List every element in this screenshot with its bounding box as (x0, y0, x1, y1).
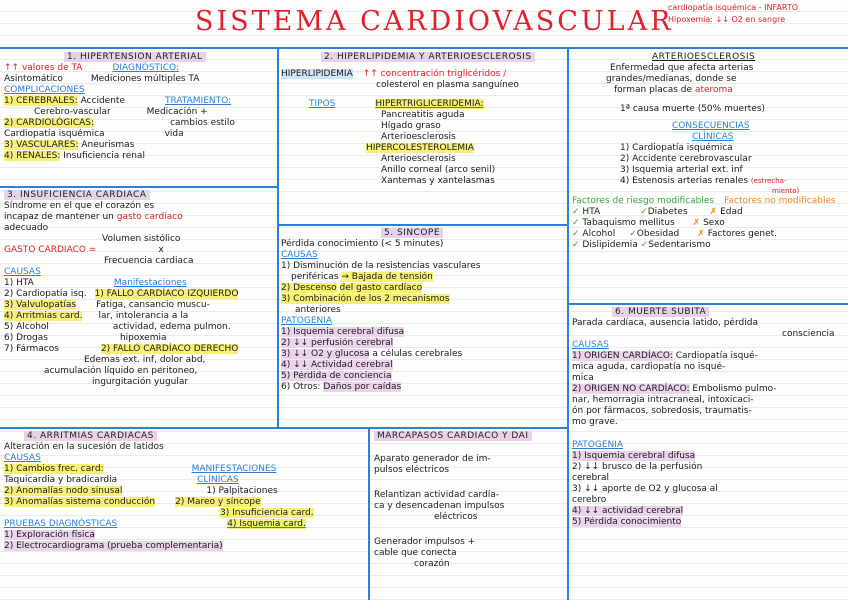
list-item: 1) FALLO CARDÍACO IZQUIERDO (94, 289, 239, 299)
text-line: 2) Descenso (281, 283, 337, 293)
consequences-label: CONSECUENCIAS (672, 121, 750, 131)
list-item: mellitus (638, 218, 675, 228)
list-item: 1) HTA (4, 278, 34, 288)
text-line: cable que conecta (374, 548, 457, 558)
list-item: 2) Accidente cerebrovascular (620, 154, 752, 164)
text-line: Cardiopatía isqué- (675, 351, 758, 361)
text-line: Pérdida conocimiento (< 5 minutes) (281, 239, 444, 249)
text-line: hipoxemia (119, 333, 167, 343)
list-item: 2) ↓↓ brusco de la perfusión (572, 462, 703, 472)
text-line: 4) RENALES: (4, 151, 61, 161)
text-line: mica aguda, cardiopatía no isqué- (572, 362, 726, 372)
text-line: ingurgitación yugular (92, 377, 189, 387)
list-item: 3) Valvulopatías (4, 300, 77, 310)
manifestations-label: MANIFESTACIONES (191, 464, 277, 474)
text-line: adecuado (4, 223, 49, 233)
list-item: Xantemas y xantelasmas (381, 176, 495, 186)
causes-label: CAUSAS (4, 267, 41, 277)
list-item: Edad (720, 207, 743, 217)
types-label: TIPOS (309, 99, 336, 109)
list-item: Pancreatitis aguda (381, 110, 465, 120)
hypertriglyceridemia-label: HIPERTRIGLICERIDEMIA: (375, 99, 484, 109)
text-line: acumulación líquido en peritoneo, (44, 366, 198, 376)
text-line: Aparato generador de im- (374, 454, 491, 464)
text-line: cambios estilo (170, 118, 235, 128)
text-line: anteriores (295, 305, 341, 315)
text-line: eléctricos (434, 512, 478, 522)
list-item: 5) Pérdida conocimiento (572, 517, 682, 527)
text-line: Frecuencia cardiaca (104, 256, 194, 266)
list-item: Diabetes (647, 207, 688, 217)
list-item: 3) Insuficiencia card. (220, 508, 314, 518)
list-item: 1) Palpitaciones (206, 486, 278, 496)
text-line: incapaz de mantener un (4, 212, 114, 222)
text-line: vida (164, 129, 184, 139)
list-item: 4) ↓↓ Actividad cerebral (281, 360, 393, 370)
diagnostic-tests-label: PRUEBAS DIAGNÓSTICAS (4, 519, 118, 529)
modifiable-label: Factores de riesgo modificables (572, 196, 715, 206)
list-item: 2) FALLO CARDÍACO DERECHO (100, 344, 239, 354)
text-line: colesterol en plasma sanguíneo (376, 80, 519, 90)
list-item: 2) ↓↓ perfusión cerebral (281, 338, 394, 348)
list-item: 6) Drogas (4, 333, 48, 343)
text-line: corazón (414, 559, 450, 569)
list-item: 5) Alcohol (4, 322, 49, 332)
divider-v1 (277, 47, 279, 427)
section-hypertension (4, 52, 274, 184)
text-line: Alteración en la sucesión de latidos (4, 442, 164, 452)
text-line: Mediciones múltiples TA (90, 74, 200, 84)
divider-v3 (368, 427, 370, 600)
text-line: 3) Combinación de los 2 mecanismos (281, 294, 450, 304)
section-arteriosclerosis: ARTERIOESCLEROSIS Enfermedad que afecta arterias grandes/medianas, donde se forman placas de ateroma 1ª causa muerte (50% muertes) CONSECUENCIAS CLÍNICAS 1) Cardiopatía isquémica 2) Accidente cerebrovascular 3) Isquemia arterial ext. inf 4) Estenosis arterias renales (estrecha- miento) Factores de riesgo modificables Factores no modificables ✓ HTA ✓Diabetes ✗ Edad ✓ Tabaquismo mellitus ✗ Sexo ✓ Alcohol ✓Obesidad ✗ Factores genet. ✓ Dislipidemia ✓Sedentarismo (572, 52, 846, 302)
text-line: ca y desencadenan impulsos (374, 501, 505, 511)
divider-v2 (567, 47, 569, 600)
note: (estrecha- (750, 177, 787, 185)
divider-sec1-sec3 (0, 186, 277, 188)
text-line: Medicación + (146, 107, 208, 117)
manifestations-label: Manifestaciones (113, 278, 187, 288)
list-item: Sexo (703, 218, 725, 228)
text-line: Generador impulsos + (374, 537, 476, 547)
section-heart-failure (4, 190, 276, 426)
treatment-label: TRATAMIENTO: (164, 96, 232, 106)
list-item: 4) Arritmias card. (4, 311, 83, 321)
text-line: del gasto cardíaco (339, 283, 423, 293)
pathogenesis-label: PATOGENIA (572, 440, 624, 450)
list-item: 7) Fármacos (4, 344, 59, 354)
list-item: Obesidad (636, 229, 680, 239)
list-item: 1) Cardiopatía isquémica (620, 143, 733, 153)
list-item: 1) ORIGEN CARDÍACO: (572, 351, 673, 361)
text-line: 3) VASCULARES: (4, 140, 79, 150)
text-line: Insuficiencia renal (63, 151, 145, 161)
text-line: Asintomático (4, 74, 63, 84)
list-item: 3) Anomalías sistema conducción (4, 497, 156, 507)
causes-label: CAUSAS (572, 340, 609, 350)
hypercholesterolemia-label: HIPERCOLESTEROLEMIA (366, 143, 474, 153)
text-line: 1ª causa muerte (50% muertes) (620, 104, 766, 114)
text-line: consciencia (782, 329, 835, 339)
text-line: actividad, edema pulmon. (112, 322, 231, 332)
text-line: Cerebro-vascular (34, 107, 111, 117)
text-line: cerebral (572, 473, 609, 483)
section-heading: ARTERIOESCLEROSIS (652, 52, 756, 62)
section-heading: 6. MUERTE SÚBITA (612, 307, 709, 317)
text-line: mo grave. (572, 417, 618, 427)
list-item: 1) Isquemia cerebral difusa (572, 451, 696, 461)
causes-label: CAUSAS (281, 250, 318, 260)
section-hyperlipidemia (281, 52, 565, 222)
divider-bottom-left (0, 427, 567, 429)
divider-top (0, 47, 848, 49)
text-line: Volumen sistólico (102, 234, 181, 244)
section-arrhythmias (4, 431, 366, 597)
divider-art-sec6 (567, 303, 848, 305)
highlight-word: → Bajada de tensión (341, 272, 433, 282)
section-heading: 2. HIPERLIPIDEMIA Y ARTERIOESCLEROSIS (321, 52, 535, 62)
list-item: 4) Estenosis arterias renales (620, 176, 749, 186)
list-item: 6) Otros: (281, 382, 321, 392)
list-item: HTA (582, 207, 601, 217)
section-heading: 1. HIPERTENSIÓN ARTERIAL (64, 52, 206, 62)
list-item: 3) Isquemia arterial ext. inf (620, 165, 743, 175)
consequences-label: CLÍNICAS (692, 132, 734, 142)
text-line: ↑↑ valores de TA (4, 63, 83, 73)
highlight-word: gasto cardíaco (116, 212, 183, 222)
text-line: 2) CARDIOLÓGICAS: (4, 118, 95, 128)
list-item: 3) ↓↓ aporte de O2 y glucosa al (572, 484, 718, 494)
list-item: 5) Pérdida de conciencia (281, 371, 392, 381)
text-line: Enfermedad que afecta arterias (610, 63, 754, 73)
list-item: Daños por caídas (323, 382, 402, 392)
pathogenesis-label: PATOGENIA (281, 316, 333, 326)
list-item: 1) Isquemia cerebral difusa (281, 327, 405, 337)
note: miento) (772, 187, 800, 195)
text-line: Cardiopatía isquémica (4, 129, 105, 139)
divider-sec2-sec5 (277, 224, 567, 226)
section-heading: 4. ARRITMIAS CARDIACAS (24, 431, 157, 441)
list-item: 4) ↓↓ actividad cerebral (572, 506, 684, 516)
list-item: 2) Mareo y síncope (175, 497, 261, 507)
list-item: Tabaquismo (582, 218, 637, 228)
text-line: 1) CEREBRALES: (4, 96, 78, 106)
text-line: ón por fármacos, sobredosis, traumatis- (572, 406, 752, 416)
list-item: Anillo corneal (arco senil) (381, 165, 496, 175)
list-item: 4) Isquemia card. (227, 519, 306, 529)
list-item: Arterioesclerosis (381, 132, 456, 142)
top-note-line: Hipoxemia: ↓↓ O2 en sangre (668, 15, 786, 24)
text-line: 1) Disminución de la resistencias vasculares (281, 261, 481, 271)
section-heading: 5. SÍNCOPE (381, 228, 443, 238)
cardiac-output-label: GASTO CARDIACO = (4, 245, 97, 255)
list-item: Factores genet. (707, 229, 778, 239)
page-title: SISTEMA CARDIOVASCULAR (195, 6, 674, 37)
text-line: x (158, 245, 164, 255)
text-line: Aneurismas (81, 140, 135, 150)
list-item: Hígado graso (381, 121, 441, 131)
list-item: Arterioesclerosis (381, 154, 456, 164)
text-line: nar, hemorragia intracraneal, intoxicaci- (572, 395, 754, 405)
text-line: Relantizan actividad cardía- (374, 490, 500, 500)
top-note (668, 2, 798, 26)
text-line: forman placas de (614, 85, 693, 95)
section-heading: 3. INSUFICIENCIA CARDIACA (4, 190, 150, 200)
diag-label: DIAGNÓSTICO: (112, 63, 179, 73)
text-line: Fatiga, cansancio muscu- (96, 300, 210, 310)
list-item: 1) Exploración física (4, 530, 95, 540)
list-item: 2) ORIGEN NO CARDÍACO: (572, 384, 690, 394)
list-item: Dislipidemia (582, 240, 638, 250)
section-syncope (281, 228, 565, 426)
complications-label: COMPLICACIONES (4, 85, 85, 95)
list-item: Sedentarismo (648, 240, 711, 250)
top-note-line: cardiopatía isquémica - INFARTO (668, 3, 799, 12)
text-line: pulsos eléctricos (374, 465, 450, 475)
text-line: cerebro (572, 495, 607, 505)
text-line: a células cerebrales (372, 349, 463, 359)
causes-label: CAUSAS (4, 453, 41, 463)
text-line: Edemas ext. inf, dolor abd, (84, 355, 206, 365)
list-item: 2) Electrocardiograma (prueba complementaria) (4, 541, 223, 551)
text-line: Accidente (80, 96, 125, 106)
hyperlipidemia-label: HIPERLIPIDEMIA (281, 69, 353, 79)
section-pacemaker (374, 431, 564, 597)
text-line: lar, intolerancia a la (98, 311, 189, 321)
manifestations-label: CLÍNICAS (197, 475, 239, 485)
list-item: 2) Cardiopatía isq. (4, 289, 87, 299)
text-line: ↑↑ concentración triglicéridos / (362, 69, 507, 79)
section-heading: MARCAPASOS CARDÍACO Y DAI (374, 431, 532, 441)
text-line: Taquicardia y bradicardia (4, 475, 118, 485)
text-line: periféricas (291, 272, 339, 282)
text-line: grandes/medianas, donde se (606, 74, 737, 84)
list-item: 1) Cambios frec. card: (4, 464, 104, 474)
section-sudden-death (572, 307, 846, 597)
list-item: 3) ↓↓ O2 y glucosa (281, 349, 370, 359)
highlight-word: ateroma (694, 85, 733, 95)
list-item: 2) Anomalías nodo sinusal (4, 486, 123, 496)
text-line: Parada cardíaca, ausencia latido, pérdida (572, 318, 758, 328)
list-item: Alcohol (582, 229, 616, 239)
non-modifiable-label: Factores no modificables (724, 196, 836, 206)
text-line: mica (572, 373, 594, 383)
text-line: Embolismo pulmo- (692, 384, 777, 394)
text-line: Síndrome en el que el corazón es (4, 201, 155, 211)
